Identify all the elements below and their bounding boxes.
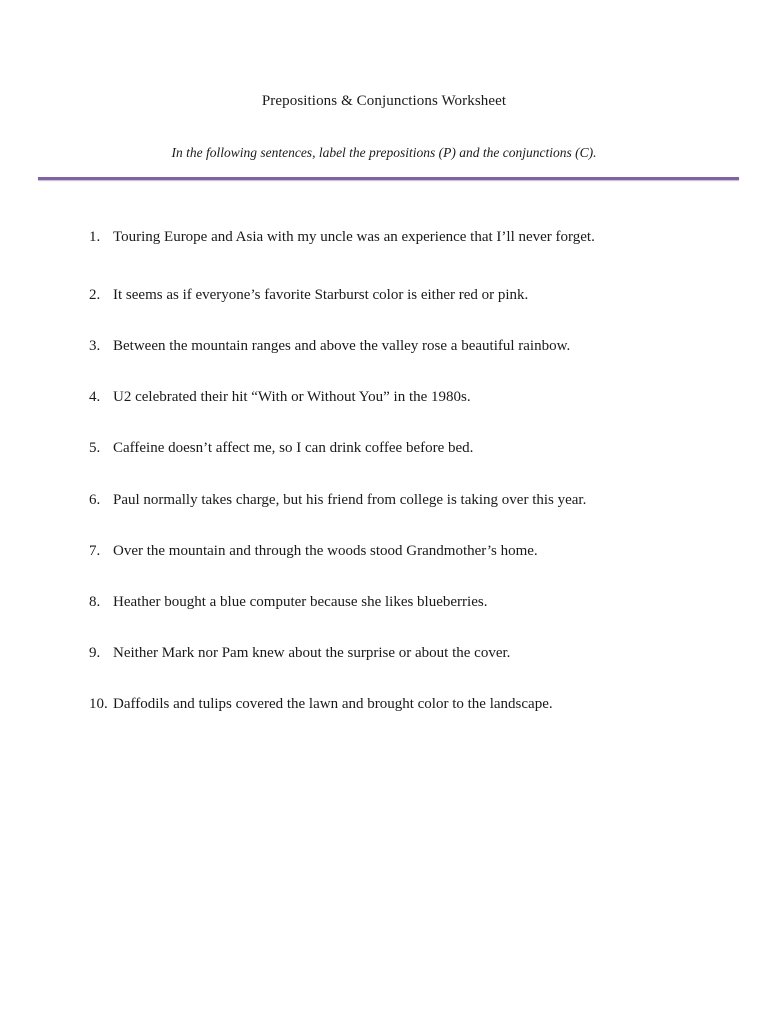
list-item xyxy=(89,491,586,509)
item-number: 3. xyxy=(89,338,101,354)
item-text: Heather bought a blue computer because she likes blueberries. xyxy=(113,594,488,610)
list-item xyxy=(89,388,471,406)
item-text: It seems as if everyone’s favorite Starburst color is either red or pink. xyxy=(113,287,529,303)
item-number: 8. xyxy=(89,594,101,610)
list-item xyxy=(89,542,538,560)
item-number: 4. xyxy=(89,389,101,405)
list-item xyxy=(89,337,570,355)
item-number: 6. xyxy=(89,492,101,508)
divider-rule xyxy=(38,177,739,180)
item-number: 5. xyxy=(89,440,101,456)
item-text: Daffodils and tulips covered the lawn and brought color to the landscape. xyxy=(113,696,553,712)
list-item xyxy=(89,439,473,457)
item-number: 2. xyxy=(89,287,101,303)
item-text: Paul normally takes charge, but his friend from college is taking over this year. xyxy=(113,492,587,508)
item-number: 9. xyxy=(89,645,101,661)
list-item xyxy=(89,286,528,304)
item-number: 1. xyxy=(89,229,101,245)
item-number: 7. xyxy=(89,543,101,559)
item-text: Touring Europe and Asia with my uncle was an experience that I’ll never forget. xyxy=(113,229,595,245)
list-item xyxy=(89,228,595,246)
list-item xyxy=(89,593,487,611)
list-item xyxy=(89,644,510,662)
item-text: Caffeine doesn’t affect me, so I can drink coffee before bed. xyxy=(113,440,474,456)
list-item xyxy=(89,695,553,713)
item-text: U2 celebrated their hit “With or Without You” in the 1980s. xyxy=(113,389,471,405)
item-text: Neither Mark nor Pam knew about the surprise or about the cover. xyxy=(113,645,511,661)
item-number: 10. xyxy=(89,696,108,712)
worksheet-title: Prepositions & Conjunctions Worksheet xyxy=(261,93,507,109)
worksheet-instructions: In the following sentences, label the prepositions (P) and the conjunctions (C). xyxy=(171,145,597,160)
item-text: Between the mountain ranges and above the valley rose a beautiful rainbow. xyxy=(113,338,571,354)
item-text: Over the mountain and through the woods stood Grandmother’s home. xyxy=(113,543,538,559)
